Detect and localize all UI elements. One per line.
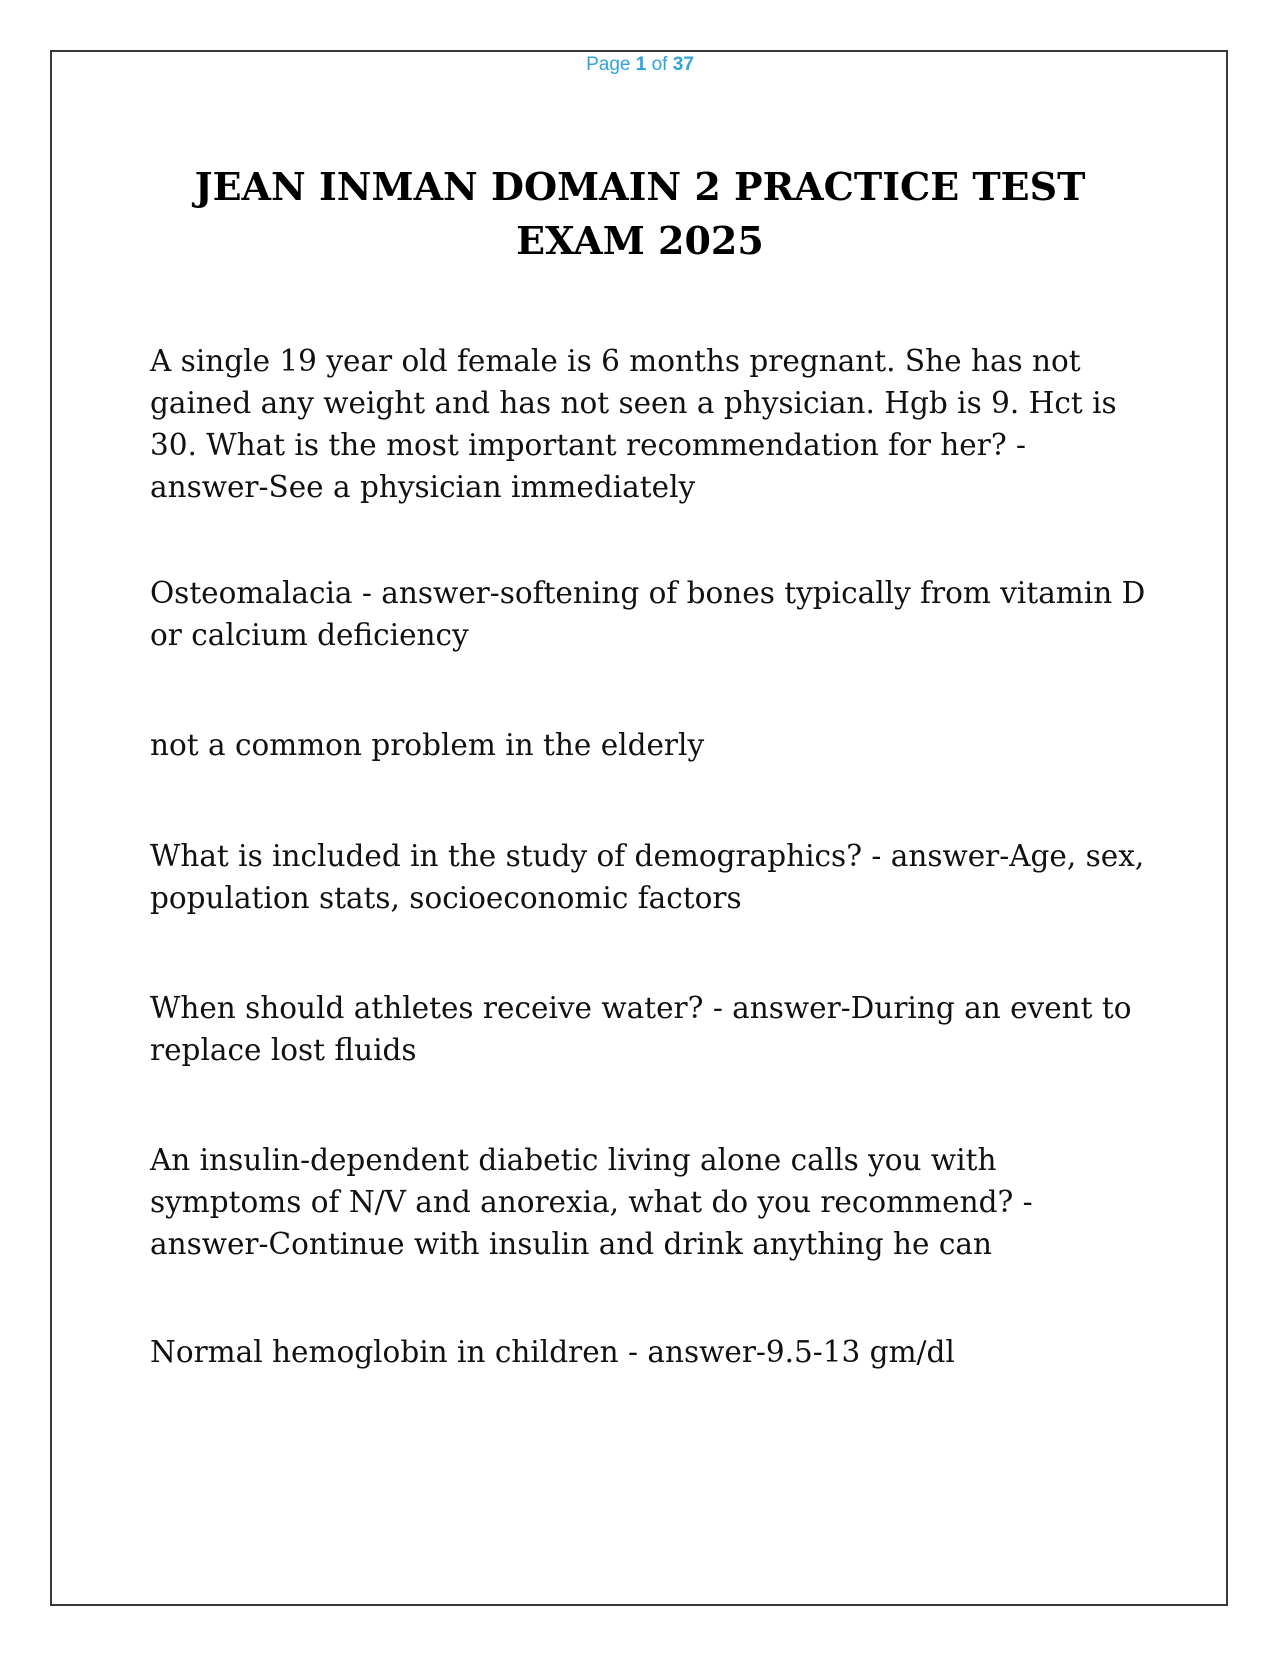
qa-entry-1: A single 19 year old female is 6 months pregnant. She has not gained any weight and has not seen a physician. Hgb is 9. Hct is 30. What is the most important recommendation for her? - answer-See a physician immediately — [150, 344, 1117, 504]
page-label: Page — [586, 54, 631, 75]
qa-entry-5: When should athletes receive water? - answer-During an event to replace lost fluids — [150, 991, 1132, 1067]
total-pages-number: 37 — [672, 54, 694, 75]
page-counter — [0, 54, 1280, 76]
title-line-1: JEAN INMAN DOMAIN 2 PRACTICE TEST — [194, 164, 1086, 209]
qa-entry-3: not a common problem in the elderly — [150, 728, 705, 762]
qa-entry-4: What is included in the study of demographics? - answer-Age, sex, population stats, socioeconomic factors — [150, 839, 1145, 915]
qa-entry-6: An insulin-dependent diabetic living alone calls you with symptoms of N/V and anorexia, what do you recommend? - answer-Continue with insulin and drink anything he can — [150, 1143, 1033, 1261]
document-title — [150, 160, 1130, 268]
qa-entry-7: Normal hemoglobin in children - answer-9.5-13 gm/dl — [150, 1335, 955, 1369]
current-page-number: 1 — [635, 54, 647, 75]
page-of-label: of — [651, 54, 668, 75]
title-line-2: EXAM 2025 — [516, 218, 764, 263]
qa-entry-2: Osteomalacia - answer-softening of bones typically from vitamin D or calcium deficiency — [150, 576, 1146, 652]
